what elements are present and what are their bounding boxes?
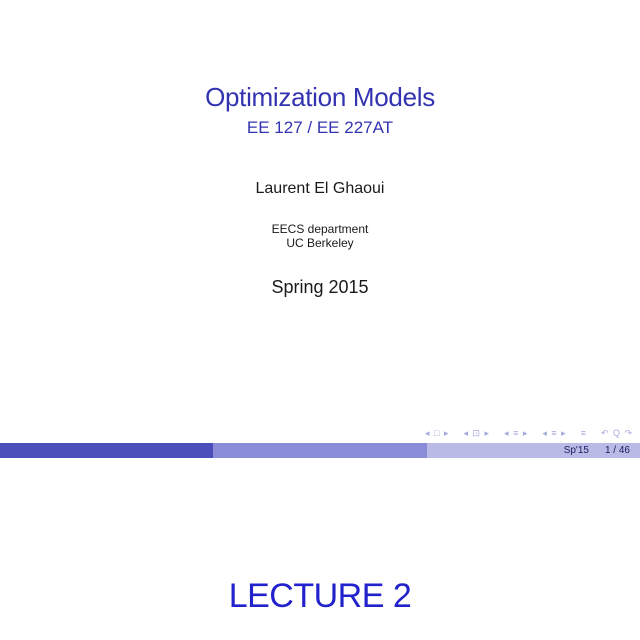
footer-segment-date-page [427, 443, 640, 458]
slide-subtitle: EE 127 / EE 227AT [246, 118, 394, 137]
presentation-nav-icon[interactable]: ≡ [580, 428, 587, 438]
slide-nav-icon[interactable]: ◂ □ ▸ [424, 428, 450, 438]
institute [0, 222, 640, 250]
slide-date: Spring 2015 [271, 277, 369, 297]
slide-title: Optimization Models [205, 82, 435, 112]
footer-frame-counter: 1 / 46 [604, 445, 630, 456]
back-search-forward-nav-icon[interactable]: ↶ Q ↷ [600, 428, 633, 438]
author: Laurent El Ghaoui [255, 180, 385, 197]
lecture-caption: LECTURE 2 [228, 577, 412, 615]
beamer-navigation-bar [425, 427, 633, 439]
institute-department: EECS department [271, 222, 369, 236]
institute-university: UC Berkeley [286, 236, 354, 250]
footer-segment-title [213, 443, 427, 458]
subsection-nav-icon[interactable]: ◂ ≡ ▸ [504, 428, 529, 438]
section-nav-icon[interactable]: ◂ ≡ ▸ [542, 428, 567, 438]
footline-bar [0, 443, 640, 458]
frame-nav-icon[interactable]: ◂ ⊡ ▸ [463, 428, 491, 438]
footer-short-date: Sp'15 [563, 445, 589, 456]
footer-segment-author [0, 443, 213, 458]
